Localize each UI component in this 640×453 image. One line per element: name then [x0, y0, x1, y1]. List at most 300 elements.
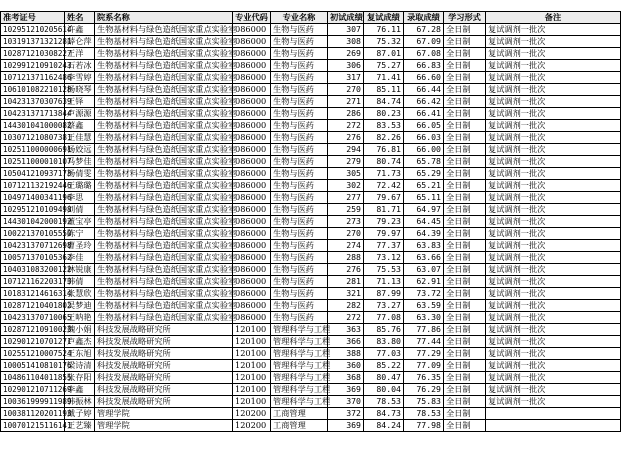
retest-score-cell: 80.74 — [364, 156, 404, 168]
department-cell: 生物基材料与绿色造纸国家重点实验室 — [95, 180, 233, 192]
major-code-cell: 086000 — [233, 96, 271, 108]
major-name-cell: 管理科学与工程 — [271, 372, 328, 384]
initial-score-cell: 368 — [328, 372, 364, 384]
name-cell: 许鑫 — [65, 24, 95, 36]
department-cell: 生物基材料与绿色造纸国家重点实验室 — [95, 228, 233, 240]
admission-score-cell: 62.91 — [404, 276, 444, 288]
retest-score-cell: 84.73 — [364, 408, 404, 420]
initial-score-cell: 273 — [328, 216, 364, 228]
major-name-cell: 生物与医药 — [271, 120, 328, 132]
initial-score-cell: 308 — [328, 36, 364, 48]
remarks-cell: 复试调剂一批次 — [486, 60, 621, 72]
table-row — [1, 252, 621, 264]
study-mode-cell: 全日制 — [444, 168, 486, 180]
exam-id-cell: 100571370105362 — [1, 252, 65, 264]
department-cell: 生物基材料与绿色造纸国家重点实验室 — [95, 108, 233, 120]
retest-score-cell: 82.26 — [364, 132, 404, 144]
study-mode-cell: 全日制 — [444, 396, 486, 408]
exam-id-cell: 144301042000192 — [1, 216, 65, 228]
exam-id-cell: 100051410810176 — [1, 360, 65, 372]
name-cell: 石若冰 — [65, 60, 95, 72]
study-mode-cell: 全日制 — [444, 156, 486, 168]
major-code-cell: 086000 — [233, 48, 271, 60]
department-cell: 科技发展战略研究所 — [95, 348, 233, 360]
major-code-cell: 086000 — [233, 276, 271, 288]
retest-score-cell: 85.22 — [364, 360, 404, 372]
admission-score-cell: 73.72 — [404, 288, 444, 300]
col-header-remarks: 备注 — [486, 12, 621, 24]
initial-score-cell: 372 — [328, 408, 364, 420]
major-name-cell: 工商管理 — [271, 408, 328, 420]
major-name-cell: 生物与医药 — [271, 252, 328, 264]
major-code-cell: 086000 — [233, 36, 271, 48]
retest-score-cell: 87.99 — [364, 288, 404, 300]
retest-score-cell: 75.32 — [364, 36, 404, 48]
table-row — [1, 240, 621, 252]
study-mode-cell: 全日制 — [444, 192, 486, 204]
name-cell: 刘倩 — [65, 204, 95, 216]
study-mode-cell: 全日制 — [444, 108, 486, 120]
major-name-cell: 生物与医药 — [271, 168, 328, 180]
name-cell: 李鑫 — [65, 384, 95, 396]
table-row — [1, 408, 621, 420]
initial-score-cell: 305 — [328, 168, 364, 180]
exam-id-cell: 102901210701271 — [1, 336, 65, 348]
initial-score-cell: 281 — [328, 276, 364, 288]
initial-score-cell: 274 — [328, 240, 364, 252]
study-mode-cell: 全日制 — [444, 120, 486, 132]
major-code-cell: 086000 — [233, 144, 271, 156]
major-code-cell: 120100 — [233, 372, 271, 384]
table-row — [1, 204, 621, 216]
remarks-cell: 复试调剂一批次 — [486, 252, 621, 264]
major-code-cell: 086000 — [233, 312, 271, 324]
admission-score-cell: 77.86 — [404, 324, 444, 336]
table-row — [1, 168, 621, 180]
major-code-cell: 086000 — [233, 132, 271, 144]
name-cell: 王洋 — [65, 48, 95, 60]
study-mode-cell: 全日制 — [444, 216, 486, 228]
remarks-cell: 复试调剂一批次 — [486, 36, 621, 48]
initial-score-cell: 363 — [328, 324, 364, 336]
table-row — [1, 396, 621, 408]
table-row — [1, 84, 621, 96]
exam-id-cell: 104231370710065 — [1, 312, 65, 324]
table-row — [1, 420, 621, 432]
department-cell: 生物基材料与绿色造纸国家重点实验室 — [95, 96, 233, 108]
exam-id-cell: 107121132192446 — [1, 180, 65, 192]
department-cell: 生物基材料与绿色造纸国家重点实验室 — [95, 240, 233, 252]
retest-score-cell: 80.04 — [364, 384, 404, 396]
table-row — [1, 72, 621, 84]
department-cell: 生物基材料与绿色造纸国家重点实验室 — [95, 84, 233, 96]
retest-score-cell: 71.41 — [364, 72, 404, 84]
initial-score-cell: 307 — [328, 24, 364, 36]
admission-score-cell: 64.97 — [404, 204, 444, 216]
study-mode-cell: 全日制 — [444, 408, 486, 420]
exam-id-cell: 100361999911989 — [1, 396, 65, 408]
table-row — [1, 300, 621, 312]
major-name-cell: 生物与医药 — [271, 48, 328, 60]
initial-score-cell: 270 — [328, 228, 364, 240]
department-cell: 科技发展战略研究所 — [95, 324, 233, 336]
study-mode-cell: 全日制 — [444, 36, 486, 48]
major-name-cell: 生物与医药 — [271, 24, 328, 36]
retest-score-cell: 76.11 — [364, 24, 404, 36]
study-mode-cell: 全日制 — [444, 96, 486, 108]
major-name-cell: 管理科学与工程 — [271, 324, 328, 336]
admission-score-cell: 77.98 — [404, 420, 444, 432]
remarks-cell: 复试调剂一批次 — [486, 240, 621, 252]
study-mode-cell: 全日制 — [444, 252, 486, 264]
department-cell: 管理学院 — [95, 408, 233, 420]
remarks-cell: 复试调剂一批次 — [486, 348, 621, 360]
major-code-cell: 086000 — [233, 192, 271, 204]
major-code-cell: 120200 — [233, 408, 271, 420]
department-cell: 生物基材料与绿色造纸国家重点实验室 — [95, 168, 233, 180]
name-cell: 王佳慧 — [65, 132, 95, 144]
table-row — [1, 264, 621, 276]
major-code-cell: 120100 — [233, 348, 271, 360]
department-cell: 生物基材料与绿色造纸国家重点实验室 — [95, 264, 233, 276]
initial-score-cell: 259 — [328, 204, 364, 216]
admission-score-cell: 65.11 — [404, 192, 444, 204]
initial-score-cell: 294 — [328, 144, 364, 156]
remarks-cell: 复试调剂一批次 — [486, 204, 621, 216]
admission-score-cell: 76.35 — [404, 372, 444, 384]
exam-id-cell: 104971400341196 — [1, 192, 65, 204]
retest-score-cell: 80.47 — [364, 372, 404, 384]
exam-id-cell: 103071210807381 — [1, 132, 65, 144]
remarks-cell: 复试调剂一批次 — [486, 384, 621, 396]
initial-score-cell: 277 — [328, 192, 364, 204]
table-row — [1, 180, 621, 192]
remarks-cell: 复试调剂一批次 — [486, 312, 621, 324]
table-row — [1, 192, 621, 204]
initial-score-cell: 272 — [328, 312, 364, 324]
retest-score-cell: 77.37 — [364, 240, 404, 252]
major-code-cell: 086000 — [233, 204, 271, 216]
exam-id-cell: 104231371713844 — [1, 108, 65, 120]
major-code-cell: 086000 — [233, 84, 271, 96]
table-row — [1, 96, 621, 108]
admission-score-cell: 77.44 — [404, 336, 444, 348]
exam-id-cell: 102991210910243 — [1, 60, 65, 72]
admission-score-cell: 67.28 — [404, 24, 444, 36]
retest-score-cell: 73.27 — [364, 300, 404, 312]
major-code-cell: 120100 — [233, 324, 271, 336]
department-cell: 生物基材料与绿色造纸国家重点实验室 — [95, 288, 233, 300]
department-cell: 生物基材料与绿色造纸国家重点实验室 — [95, 24, 233, 36]
remarks-cell: 复试调剂一批次 — [486, 24, 621, 36]
major-name-cell: 生物与医药 — [271, 264, 328, 276]
retest-score-cell: 76.81 — [364, 144, 404, 156]
admission-score-cell: 75.83 — [404, 396, 444, 408]
admission-score-cell: 67.09 — [404, 36, 444, 48]
initial-score-cell: 360 — [328, 360, 364, 372]
department-cell: 科技发展战略研究所 — [95, 384, 233, 396]
admission-score-cell: 78.53 — [404, 408, 444, 420]
admission-score-cell: 63.59 — [404, 300, 444, 312]
admission-score-cell: 76.29 — [404, 384, 444, 396]
exam-id-cell: 144301041000082 — [1, 120, 65, 132]
department-cell: 科技发展战略研究所 — [95, 372, 233, 384]
study-mode-cell: 全日制 — [444, 420, 486, 432]
admission-score-cell: 66.00 — [404, 144, 444, 156]
major-code-cell: 086000 — [233, 120, 271, 132]
admission-score-cell: 65.29 — [404, 168, 444, 180]
initial-score-cell: 369 — [328, 420, 364, 432]
initial-score-cell: 271 — [328, 96, 364, 108]
remarks-cell: 复试调剂一批次 — [486, 336, 621, 348]
table-row — [1, 324, 621, 336]
retest-score-cell: 83.80 — [364, 336, 404, 348]
major-name-cell: 管理科学与工程 — [271, 396, 328, 408]
major-name-cell: 工商管理 — [271, 420, 328, 432]
remarks-cell: 复试调剂一批次 — [486, 156, 621, 168]
exam-id-cell: 106101082210128 — [1, 84, 65, 96]
admission-score-cell: 77.09 — [404, 360, 444, 372]
retest-score-cell: 84.24 — [364, 420, 404, 432]
major-code-cell: 120100 — [233, 360, 271, 372]
remarks-cell: 复试调剂一批次 — [486, 48, 621, 60]
retest-score-cell: 81.71 — [364, 204, 404, 216]
name-cell: 卢源源 — [65, 108, 95, 120]
admission-score-cell: 66.44 — [404, 84, 444, 96]
admission-table — [0, 11, 621, 432]
major-code-cell: 086000 — [233, 228, 271, 240]
major-name-cell: 生物与医药 — [271, 108, 328, 120]
study-mode-cell: 全日制 — [444, 240, 486, 252]
study-mode-cell: 全日制 — [444, 132, 486, 144]
exam-id-cell: 104231370307639 — [1, 96, 65, 108]
remarks-cell: 复试调剂一批次 — [486, 144, 621, 156]
remarks-cell — [486, 420, 621, 432]
table-row — [1, 384, 621, 396]
exam-id-cell: 102871210401802 — [1, 300, 65, 312]
name-cell: 林锐康 — [65, 264, 95, 276]
initial-score-cell: 270 — [328, 84, 364, 96]
department-cell: 科技发展战略研究所 — [95, 360, 233, 372]
admission-score-cell: 66.83 — [404, 60, 444, 72]
exam-id-cell: 100221370105550 — [1, 228, 65, 240]
retest-score-cell: 83.53 — [364, 120, 404, 132]
initial-score-cell: 388 — [328, 348, 364, 360]
major-name-cell: 生物与医药 — [271, 204, 328, 216]
admission-score-cell: 66.42 — [404, 96, 444, 108]
remarks-cell: 复试调剂一批次 — [486, 108, 621, 120]
table-row — [1, 108, 621, 120]
exam-id-cell: 102871210910023 — [1, 324, 65, 336]
department-cell: 生物基材料与绿色造纸国家重点实验室 — [95, 312, 233, 324]
department-cell: 生物基材料与绿色造纸国家重点实验室 — [95, 132, 233, 144]
retest-score-cell: 73.12 — [364, 252, 404, 264]
department-cell: 生物基材料与绿色造纸国家重点实验室 — [95, 36, 233, 48]
major-code-cell: 120200 — [233, 420, 271, 432]
major-code-cell: 086000 — [233, 72, 271, 84]
name-cell: 韩振林 — [65, 396, 95, 408]
col-header-study-mode: 学习形式 — [444, 12, 486, 24]
initial-score-cell: 279 — [328, 156, 364, 168]
retest-score-cell: 75.27 — [364, 60, 404, 72]
study-mode-cell: 全日制 — [444, 144, 486, 156]
name-cell: 戴子婷 — [65, 408, 95, 420]
major-name-cell: 生物与医药 — [271, 84, 328, 96]
admission-score-cell: 64.45 — [404, 216, 444, 228]
exam-id-cell: 107121371162486 — [1, 72, 65, 84]
study-mode-cell: 全日制 — [444, 72, 486, 84]
remarks-cell: 复试调剂一批次 — [486, 372, 621, 384]
admission-score-cell: 64.39 — [404, 228, 444, 240]
retest-score-cell: 78.53 — [364, 396, 404, 408]
table-row — [1, 360, 621, 372]
initial-score-cell: 269 — [328, 48, 364, 60]
remarks-cell: 复试调剂一批次 — [486, 288, 621, 300]
col-header-department: 院系名称 — [95, 12, 233, 24]
table-row — [1, 348, 621, 360]
study-mode-cell: 全日制 — [444, 288, 486, 300]
major-name-cell: 管理科学与工程 — [271, 360, 328, 372]
name-cell: 董宝亭 — [65, 216, 95, 228]
study-mode-cell: 全日制 — [444, 384, 486, 396]
study-mode-cell: 全日制 — [444, 24, 486, 36]
department-cell: 生物基材料与绿色造纸国家重点实验室 — [95, 252, 233, 264]
major-name-cell: 生物与医药 — [271, 192, 328, 204]
table-row — [1, 372, 621, 384]
exam-id-cell: 102551210007524 — [1, 348, 65, 360]
department-cell: 生物基材料与绿色造纸国家重点实验室 — [95, 72, 233, 84]
table-body — [1, 24, 621, 432]
admission-score-cell: 63.66 — [404, 252, 444, 264]
col-header-initial-score: 初试成绩 — [328, 12, 364, 24]
retest-score-cell: 79.23 — [364, 216, 404, 228]
initial-score-cell: 370 — [328, 396, 364, 408]
department-cell: 生物基材料与绿色造纸国家重点实验室 — [95, 156, 233, 168]
name-cell: 卢鑫杰 — [65, 336, 95, 348]
major-name-cell: 生物与医药 — [271, 36, 328, 48]
major-name-cell: 管理科学与工程 — [271, 336, 328, 348]
initial-score-cell: 276 — [328, 264, 364, 276]
table-row — [1, 288, 621, 300]
department-cell: 生物基材料与绿色造纸国家重点实验室 — [95, 300, 233, 312]
name-cell: 薛仑萍 — [65, 36, 95, 48]
initial-score-cell: 321 — [328, 288, 364, 300]
department-cell: 生物基材料与绿色造纸国家重点实验室 — [95, 60, 233, 72]
name-cell: 魏小娟 — [65, 324, 95, 336]
name-cell: 曹圣玲 — [65, 240, 95, 252]
table-row — [1, 36, 621, 48]
remarks-cell: 复试调剂一批次 — [486, 276, 621, 288]
initial-score-cell: 366 — [328, 336, 364, 348]
major-code-cell: 120100 — [233, 384, 271, 396]
major-code-cell: 086000 — [233, 288, 271, 300]
remarks-cell: 复试调剂一批次 — [486, 96, 621, 108]
table-row — [1, 24, 621, 36]
major-name-cell: 生物与医药 — [271, 72, 328, 84]
major-code-cell: 086000 — [233, 240, 271, 252]
admission-score-cell: 66.03 — [404, 132, 444, 144]
name-cell: 张慧欣 — [65, 288, 95, 300]
major-code-cell: 086000 — [233, 264, 271, 276]
retest-score-cell: 79.67 — [364, 192, 404, 204]
table-row — [1, 336, 621, 348]
table-row — [1, 120, 621, 132]
table-row — [1, 132, 621, 144]
name-cell: 王艺臻 — [65, 420, 95, 432]
study-mode-cell: 全日制 — [444, 372, 486, 384]
department-cell: 生物基材料与绿色造纸国家重点实验室 — [95, 48, 233, 60]
name-cell: 李思 — [65, 192, 95, 204]
major-name-cell: 管理科学与工程 — [271, 348, 328, 360]
department-cell: 管理学院 — [95, 420, 233, 432]
retest-score-cell: 77.08 — [364, 312, 404, 324]
header-row — [1, 12, 621, 24]
major-name-cell: 生物与医药 — [271, 156, 328, 168]
table-row — [1, 228, 621, 240]
initial-score-cell: 302 — [328, 180, 364, 192]
major-name-cell: 生物与医药 — [271, 300, 328, 312]
retest-score-cell: 75.53 — [364, 264, 404, 276]
exam-id-cell: 100701215116141 — [1, 420, 65, 432]
department-cell: 生物基材料与绿色造纸国家重点实验室 — [95, 192, 233, 204]
study-mode-cell: 全日制 — [444, 360, 486, 372]
initial-score-cell: 282 — [328, 300, 364, 312]
study-mode-cell: 全日制 — [444, 84, 486, 96]
name-cell: 吴梦迪 — [65, 300, 95, 312]
remarks-cell — [486, 408, 621, 420]
name-cell: 蔡鑫 — [65, 120, 95, 132]
exam-id-cell: 102901210711269 — [1, 384, 65, 396]
exam-id-cell: 102871210308227 — [1, 48, 65, 60]
study-mode-cell: 全日制 — [444, 264, 486, 276]
retest-score-cell: 85.76 — [364, 324, 404, 336]
name-cell: 杨姣远 — [65, 144, 95, 156]
major-code-cell: 086000 — [233, 156, 271, 168]
admission-score-cell: 66.60 — [404, 72, 444, 84]
exam-id-cell: 103191371321281 — [1, 36, 65, 48]
major-name-cell: 生物与医药 — [271, 132, 328, 144]
study-mode-cell: 全日制 — [444, 276, 486, 288]
remarks-cell: 复试调剂一批次 — [486, 72, 621, 84]
major-code-cell: 086000 — [233, 108, 271, 120]
exam-id-cell: 107121162203173 — [1, 276, 65, 288]
name-cell: 张存阳 — [65, 372, 95, 384]
table-row — [1, 144, 621, 156]
admission-score-cell: 77.29 — [404, 348, 444, 360]
major-name-cell: 管理科学与工程 — [271, 384, 328, 396]
remarks-cell: 复试调剂一批次 — [486, 216, 621, 228]
retest-score-cell: 87.01 — [364, 48, 404, 60]
major-code-cell: 086000 — [233, 216, 271, 228]
exam-id-cell: 102511000010107 — [1, 156, 65, 168]
remarks-cell: 复试调剂一批次 — [486, 120, 621, 132]
remarks-cell: 复试调剂一批次 — [486, 360, 621, 372]
retest-score-cell: 71.73 — [364, 168, 404, 180]
name-cell: 马梦佳 — [65, 156, 95, 168]
remarks-cell: 复试调剂一批次 — [486, 180, 621, 192]
study-mode-cell: 全日制 — [444, 48, 486, 60]
major-name-cell: 生物与医药 — [271, 288, 328, 300]
study-mode-cell: 全日制 — [444, 300, 486, 312]
department-cell: 生物基材料与绿色造纸国家重点实验室 — [95, 216, 233, 228]
major-name-cell: 生物与医药 — [271, 312, 328, 324]
exam-id-cell: 104031083200122 — [1, 264, 65, 276]
name-cell: 王东旭 — [65, 348, 95, 360]
admission-score-cell: 63.30 — [404, 312, 444, 324]
table-row — [1, 216, 621, 228]
department-cell: 生物基材料与绿色造纸国家重点实验室 — [95, 120, 233, 132]
initial-score-cell: 369 — [328, 384, 364, 396]
